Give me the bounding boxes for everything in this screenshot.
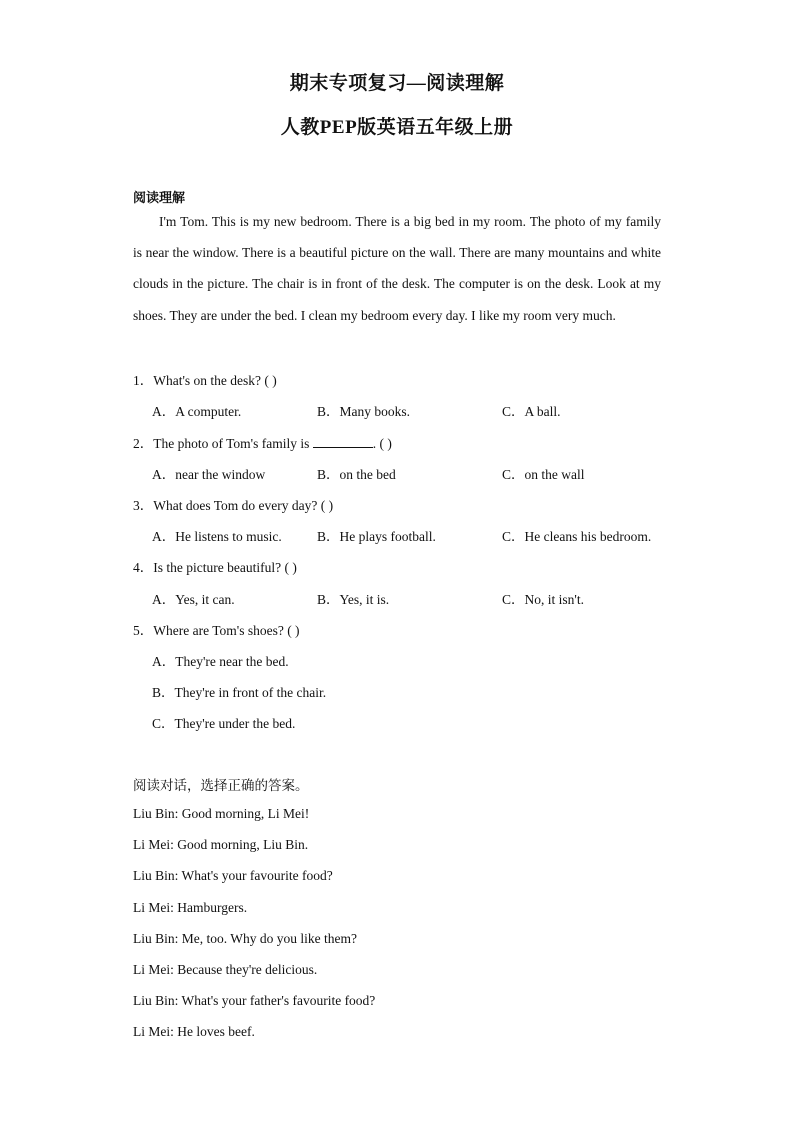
q4-option-b: B．Yes, it is. bbox=[317, 592, 390, 607]
question-2 bbox=[133, 432, 392, 452]
q5-option-b: B．They're in front of the chair. bbox=[152, 685, 327, 700]
dialogue-line: Liu Bin: What's your father's favourite food? bbox=[133, 993, 376, 1008]
q1-option-a: A．A computer. bbox=[152, 404, 242, 419]
reading-passage: I'm Tom. This is my new bedroom. There is a big bed in my room. The photo of my family is near the window. There is a beautiful picture on the wall. There are many mountains and white clouds in the picture. The chair is in front of the desk. The computer is on the desk. Look at my shoes. They are under the bed. I clean my bedroom every day. I like my room very much. bbox=[133, 214, 661, 323]
q2-option-a: A．near the window bbox=[152, 467, 266, 482]
dialogue-line: Li Mei: Because they're delicious. bbox=[133, 962, 318, 977]
question-4: 4．Is the picture beautiful? ( ) bbox=[133, 560, 297, 575]
q2-option-c: C．on the wall bbox=[502, 467, 585, 482]
document-subtitle: 人教PEP版英语五年级上册 bbox=[280, 117, 514, 138]
dialogue-line: Li Mei: He loves beef. bbox=[133, 1024, 255, 1039]
dialogue-instruction: 阅读对话，选择正确的答案。 bbox=[133, 778, 309, 793]
answer-blank bbox=[313, 437, 373, 448]
q3-option-b: B．He plays football. bbox=[317, 529, 436, 544]
q2-option-b: B．on the bed bbox=[317, 467, 396, 482]
q3-option-c: C．He cleans his bedroom. bbox=[502, 529, 652, 544]
q5-option-c: C．They're under the bed. bbox=[152, 716, 296, 731]
section-heading: 阅读理解 bbox=[133, 190, 186, 205]
question-1: 1．What's on the desk? ( ) bbox=[133, 373, 277, 388]
q3-option-a: A．He listens to music. bbox=[152, 529, 282, 544]
dialogue-line: Liu Bin: Me, too. Why do you like them? bbox=[133, 931, 357, 946]
dialogue-line: Liu Bin: Good morning, Li Mei! bbox=[133, 806, 310, 821]
document-title: 期末专项复习—阅读理解 bbox=[289, 73, 505, 94]
question-3: 3．What does Tom do every day? ( ) bbox=[133, 498, 334, 513]
question-2-text: 2．The photo of Tom's family is bbox=[133, 436, 313, 451]
q4-option-c: C．No, it isn't. bbox=[502, 592, 584, 607]
q5-option-a: A．They're near the bed. bbox=[152, 654, 289, 669]
dialogue-line: Liu Bin: What's your favourite food? bbox=[133, 868, 333, 883]
dialogue-line: Li Mei: Good morning, Liu Bin. bbox=[133, 837, 309, 852]
q4-option-a: A．Yes, it can. bbox=[152, 592, 235, 607]
q1-option-b: B．Many books. bbox=[317, 404, 411, 419]
question-5: 5．Where are Tom's shoes? ( ) bbox=[133, 623, 300, 638]
question-2-end: . ( ) bbox=[372, 436, 392, 451]
q1-option-c: C．A ball. bbox=[502, 404, 561, 419]
dialogue-line: Li Mei: Hamburgers. bbox=[133, 900, 248, 915]
